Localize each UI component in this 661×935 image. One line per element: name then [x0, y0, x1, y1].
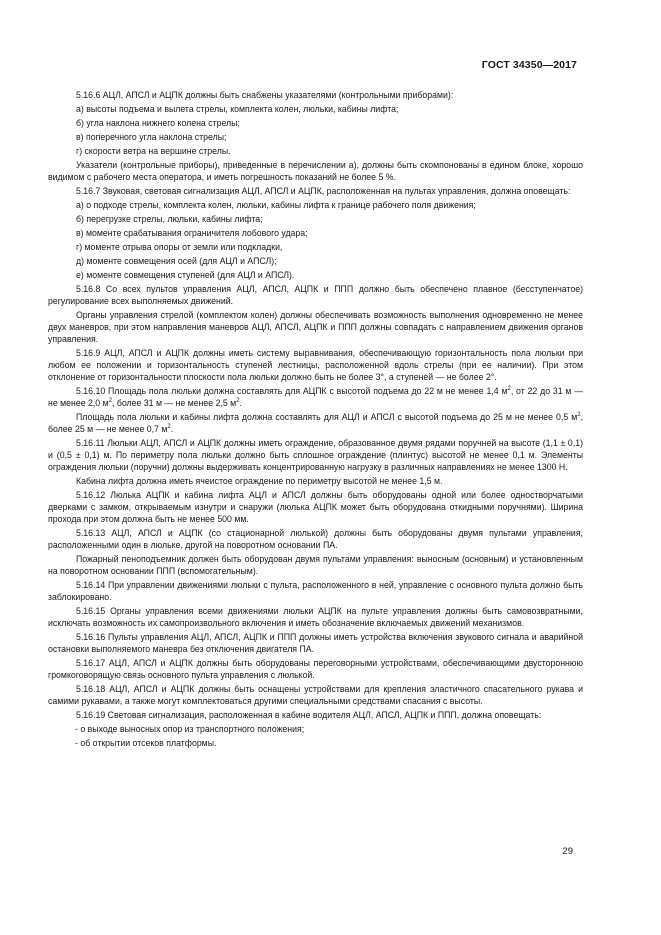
superscript: 2 [507, 386, 511, 393]
list-item-e: е) моменте совмещения ступеней (для АЦЛ и АПСЛ). [76, 270, 295, 280]
superscript: 2 [236, 398, 240, 405]
list-item-b: б) угла наклона нижнего колена стрелы; [76, 118, 240, 128]
list-item-g: г) моменте отрыва опоры от земли или подкладки, [76, 242, 283, 252]
paragraph-5-16-8: 5.16.8 Со всех пультов управления АЦЛ, АПСЛ, АЦПК и ППП должно быть обеспечено плавное (бесступенчатое) регулирование всех выполняемых движений. [48, 284, 583, 306]
paragraph-5-16-10 [48, 385, 583, 411]
text-segment: 5.16.10 Площадь пола люльки должна составлять для АЦПК с высотой подъема до 22 м не менее 1,4 м [76, 386, 508, 396]
paragraph-5-16-18: 5.16.18 АЦЛ, АПСЛ и АЦПК должны быть оснащены устройствами для крепления эластичного спасательного рукава и самими рукавами, а также могут комплектоваться другими специальными средствами спасания с высоты. [48, 684, 583, 706]
list-item-v: в) моменте срабатывания ограничителя лобового удара; [76, 228, 308, 238]
dash-item: - об открытии отсеков платформы. [75, 738, 217, 748]
paragraph-foam-lift: Пожарный пеноподъемник должен быть оборудован двумя пультами управления: выносным (основным) и установленным на поворотном основании ППП (вспомогательным). [48, 554, 583, 576]
paragraph-5-16-7: 5.16.7 Звуковая, световая сигнализация АЦЛ, АПСЛ и АЦПК, расположенная на пультах управления, должна оповещать: [76, 186, 571, 196]
list-item-a: а) высоты подъема и вылета стрелы, комплекта колен, люльки, кабины лифта; [76, 104, 399, 114]
text-segment: , от 22 до 31 м — не менее 2,0 м [48, 386, 583, 408]
text-segment: . [170, 424, 174, 434]
superscript: 2 [167, 424, 171, 431]
list-item-a: а) о подходе стрелы, комплекта колен, люльки, кабины лифта к границе рабочего поля движения; [76, 200, 476, 210]
standard-header: ГОСТ 34350—2017 [481, 59, 577, 71]
paragraph-5-16-19: 5.16.19 Световая сигнализация, расположенная в кабине водителя АЦЛ, АПСЛ, АЦПК и ППП, должна оповещать: [76, 710, 542, 720]
paragraph-5-16-9: 5.16.9 АЦЛ, АПСЛ и АЦПК должны иметь систему выравнивания, обеспечивающую горизонтальность пола люльки при любом ее положении и горизонтальность ступеней лестницы, расположенной вдоль стрелы (при ее наличии). При этом отклонение от горизонтальности плоскости пола люльки должно быть не более 3°, а ступеней — не более 2°. [48, 348, 583, 382]
paragraph-5-16-16: 5.16.16 Пульты управления АЦЛ, АПСЛ, АЦПК и ППП должны иметь устройства включения звукового сигнала и аварийной остановки выполняемого маневра без отключения двигателя ПА. [48, 632, 583, 654]
list-item-b: б) перегрузке стрелы, люльки, кабины лифта; [76, 214, 263, 224]
document-body [48, 89, 583, 751]
text-segment: , более 25 м — не менее 0,7 м [48, 412, 583, 434]
paragraph-indicators: Указатели (контрольные приборы), приведенные в перечислении а), должны быть скомпонованы в едином блоке, хорошо видимом с рабочего места оператора, и иметь погрешность показаний не более 5 %. [48, 160, 583, 182]
paragraph-5-16-17: 5.16.17 АЦЛ, АПСЛ и АЦПК должны быть оборудованы переговорными устройствами, обеспечивающими двустороннюю громкоговорящую связь основного пульта управления с люлькой. [48, 658, 583, 680]
text-segment: , более 31 м — не менее 2,5 м [111, 398, 237, 408]
paragraph-5-16-14: 5.16.14 При управлении движениями люльки с пульта, расположенного в ней, управление с основного пульта должно быть заблокировано. [48, 580, 583, 602]
text-segment: Площадь пола люльки и кабины лифта должна составлять для АЦЛ и АПСЛ с высотой подъема до 25 м не менее 0,5 м [76, 412, 578, 422]
list-item-g: г) скорости ветра на вершине стрелы. [76, 146, 231, 156]
paragraph-lift-fence: Кабина лифта должна иметь ячеистое ограждение по периметру высотой не менее 1,5 м. [76, 476, 443, 486]
paragraph-5-16-13: 5.16.13 АЦЛ, АПСЛ и АЦПК (со стационарной люлькой) должны быть оборудованы двумя пультами управления, расположенными один в люльке, другой на поворотном основании ПА. [48, 528, 583, 550]
paragraph-5-16-11: 5.16.11 Люльки АЦЛ, АПСЛ и АЦПК должны иметь ограждение, образованное двумя рядами поручней на высоте (1,1 ± 0,1) и (0,5 ± 0,1) м. По периметру пола люльки должно быть сплошное ограждение (плинтус) высотой не менее 0,1 м. Элементы ограждения люльки (поручни) должны выдерживать концентрированную нагрузку в различных направлениях не менее 1300 Н. [48, 438, 583, 472]
list-item-v: в) поперечного угла наклона стрелы; [76, 132, 227, 142]
paragraph-5-16-6: 5.16.6 АЦЛ, АПСЛ и АЦПК должны быть снабжены указателями (контрольными приборами): [76, 90, 454, 100]
text-segment: . [239, 398, 242, 408]
list-item-d: д) моменте совмещения осей (для АЦЛ и АПСЛ); [76, 256, 277, 266]
superscript: 2 [108, 398, 112, 405]
superscript: 2 [577, 412, 581, 419]
paragraph-lift-area [48, 411, 583, 437]
paragraph-5-16-15: 5.16.15 Органы управления всеми движениями люльки АЦПК на пульте управления должны быть самовозвратными, исключать возможность их самопроизвольного включения и иметь обозначение включаемых движений механизмов. [48, 606, 583, 628]
page-number: 29 [562, 846, 573, 857]
paragraph-controls: Органы управления стрелой (комплектом колен) должны обеспечивать возможность выполнения одновременно не менее двух маневров, при этом направления маневров АЦЛ, АПСЛ, АЦПК и ППП должны совпадать с направлением движения органов управления. [48, 310, 583, 344]
paragraph-5-16-12: 5.16.12 Люлька АЦПК и кабина лифта АЦЛ и АПСЛ должны быть оборудованы одной или более одностворчатыми дверками с замком, открываемым изнутри и снаружи (люлька АЦПК может быть оборудована откидными поручнями). Ширина прохода при этом должна быть не менее 500 мм. [48, 490, 583, 524]
dash-item: - о выходе выносных опор из транспортного положения; [75, 724, 305, 734]
